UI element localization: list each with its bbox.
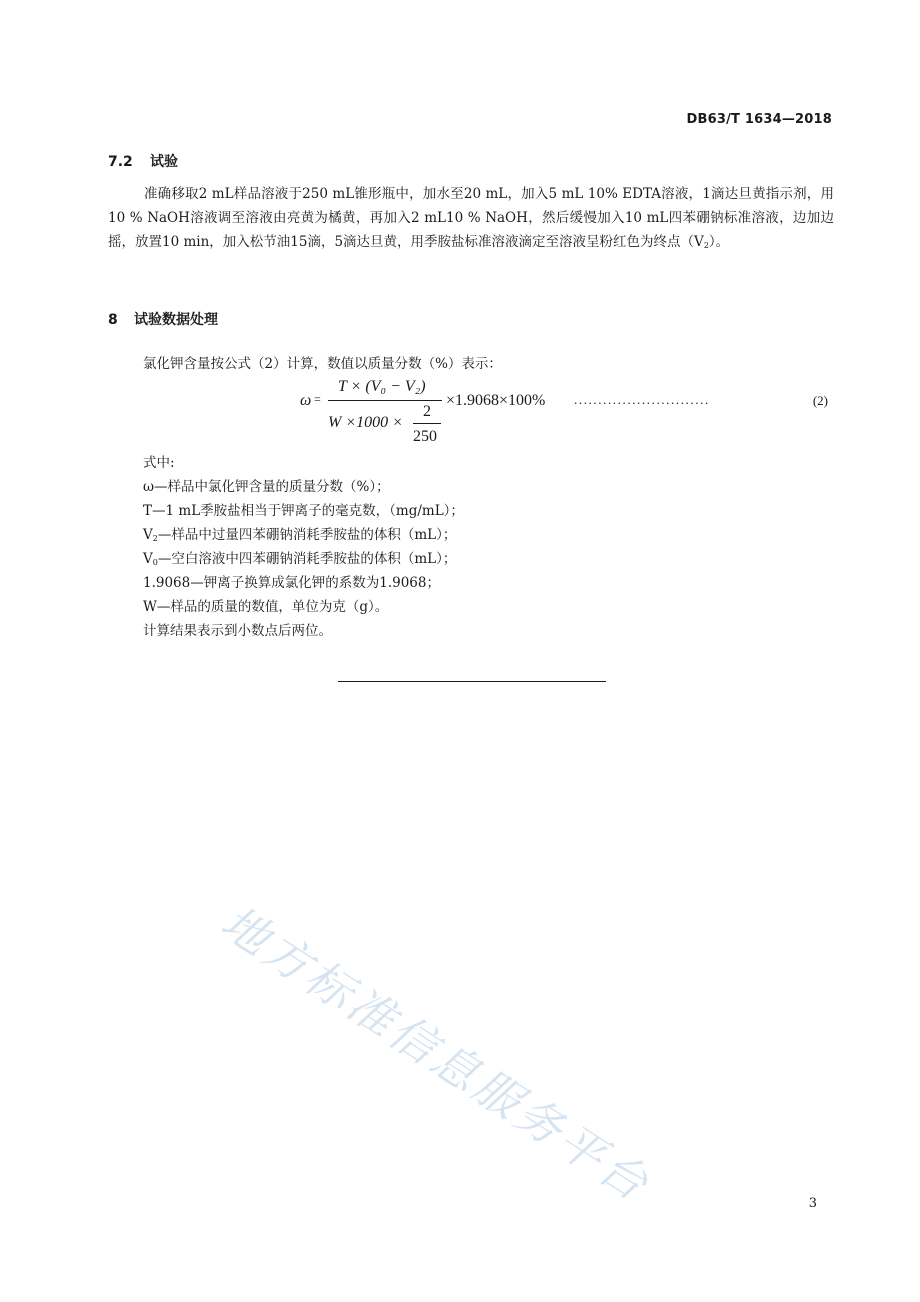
def-subscript: 2 <box>152 534 158 543</box>
formula-numerator: T × (V₀ − V₂) <box>338 378 426 395</box>
formula-tail: ×1.9068×100% <box>446 392 546 409</box>
section-number: 7.2 <box>108 154 133 170</box>
formula-leader: ............................ <box>574 392 710 407</box>
def-symbol: V <box>143 527 153 543</box>
section-title: 试验数据处理 <box>134 312 218 328</box>
def-symbol: V <box>143 551 153 567</box>
section-8-heading <box>108 309 218 329</box>
def-subscript: 0 <box>152 558 158 567</box>
document-number: DB63/T 1634—2018 <box>686 112 832 127</box>
def-symbol: W <box>143 599 157 615</box>
section-number: 8 <box>108 312 118 328</box>
formula-inner-denominator: 250 <box>413 428 437 445</box>
formula-lhs: ω <box>300 392 312 409</box>
section-7-2-body <box>108 182 834 258</box>
definition-coefficient <box>143 571 440 595</box>
formula-label: (2) <box>812 393 828 408</box>
definition-omega <box>143 475 390 499</box>
def-text: —样品的质量的数值，单位为克（g）。 <box>156 599 389 615</box>
def-text: —样品中过量四苯硼钠消耗季胺盐的体积（mL）； <box>157 527 457 543</box>
def-symbol: ω <box>143 479 155 495</box>
definition-w <box>143 595 388 619</box>
def-symbol: T <box>143 503 153 519</box>
formula-inner-numerator: 2 <box>423 403 431 420</box>
where-label: 式中: <box>143 455 175 471</box>
definition-t <box>143 499 464 523</box>
formula-main-bar <box>328 400 442 401</box>
def-text: —钾离子换算成氯化钾的系数为1.9068； <box>190 575 440 591</box>
formula-2 <box>296 378 836 450</box>
def-text: —样品中氯化钾含量的质量分数（%）； <box>154 479 390 495</box>
def-text: —1 mL季胺盐相当于钾离子的毫克数，（mg/mL）； <box>152 503 464 519</box>
body-text-end: ）。 <box>708 234 730 250</box>
page-number: 3 <box>808 1196 817 1211</box>
formula-equals: = <box>314 392 321 406</box>
def-text: —空白溶液中四苯硼钠消耗季胺盐的体积（mL）； <box>157 551 457 567</box>
formula-inner-bar <box>413 423 441 424</box>
end-rule <box>338 681 606 682</box>
subscript: 2 <box>703 241 709 250</box>
rounding-note: 计算结果表示到小数点后两位。 <box>143 623 332 639</box>
section-title: 试验 <box>150 154 178 170</box>
def-symbol: 1.9068 <box>143 575 191 591</box>
formula-denominator: W ×1000 × <box>328 414 403 431</box>
formula-intro: 氯化钾含量按公式（2）计算，数值以质量分数（%）表示： <box>143 356 502 372</box>
section-7-2-heading <box>108 151 178 171</box>
watermark: 地方标准信息服务平台 <box>211 894 661 1213</box>
body-text: 准确移取2 mL样品溶液于250 mL锥形瓶中，加水至20 mL，加入5 mL 10% EDTA溶液，1滴达旦黄指示剂，用10 % NaOH溶液调至溶液由亮黄为橘黄，再加入2 mL10 % NaOH，然后缓慢加入10 mL四苯硼钠标准溶液，边加边摇，放置10 min，加入松节油15滴，5滴达旦黄，用季胺盐标准溶液滴定至溶液呈粉红色为终点（V <box>108 186 834 250</box>
